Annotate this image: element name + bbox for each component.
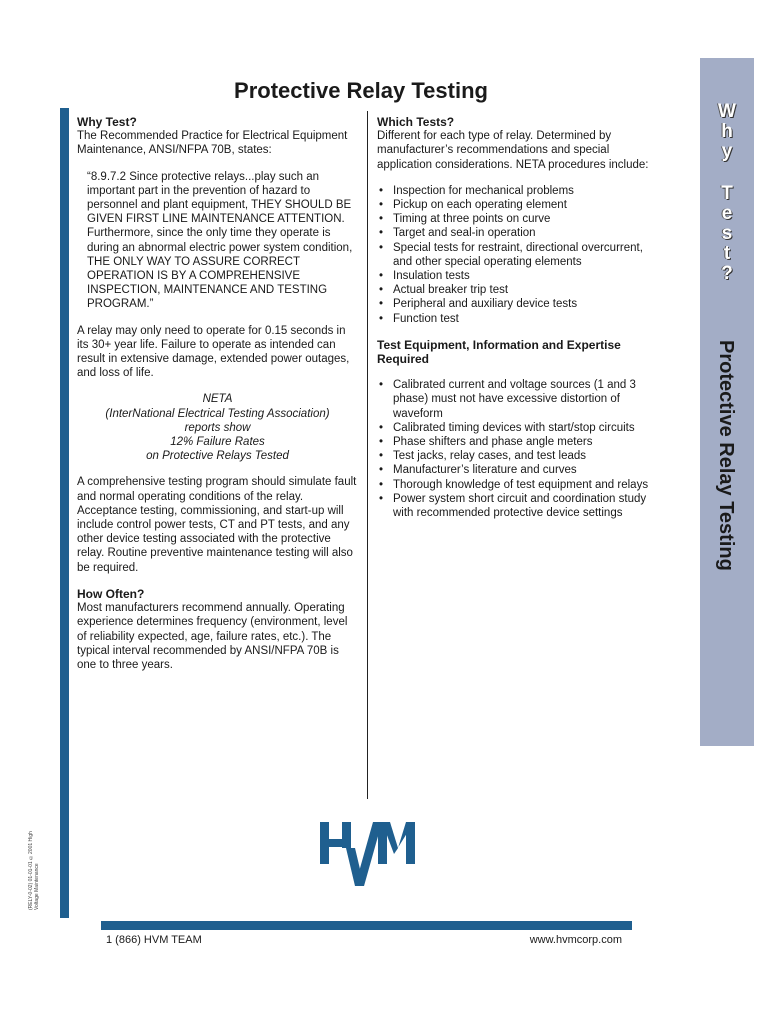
program-paragraph: A comprehensive testing program should simulate fault and normal operating conditions of the relay. Acceptance testing, commissioning, and start-up will include control power tests, CT and PT tests, and any other device testing associated with the protective relay. Routine preventive maintenance testing will also be required. — [77, 476, 357, 574]
equipment-heading: Test Equipment, Information and Expertise Required — [377, 337, 621, 367]
tests-list — [377, 184, 659, 326]
side-char: W — [718, 101, 736, 122]
side-char: t — [723, 243, 731, 264]
list-item: • Thorough knowledge of test equipment and relays — [377, 478, 659, 492]
neta-callout — [77, 392, 358, 463]
list-item: • Target and seal-in operation — [377, 226, 659, 240]
left-accent-bar — [60, 108, 69, 918]
footer-phone: 1 (866) HVM TEAM — [106, 934, 202, 946]
copyright-note: (RELY-0-02) 01-01-01 ©2001 High Voltage Maintenance — [28, 831, 40, 910]
side-vertical-title: Protective Relay Testing — [715, 340, 737, 571]
list-item: • Calibrated current and voltage sources (1 and 3 phase) must not have excessive distortion of waveform — [377, 378, 659, 421]
list-item: • Special tests for restraint, directional overcurrent, and other special operating elements — [377, 241, 659, 269]
neta-line-1: NETA — [202, 393, 233, 406]
side-char: h — [721, 121, 733, 142]
which-heading: Which Tests? — [377, 115, 455, 129]
side-char: T — [721, 183, 733, 204]
list-item: • Peripheral and auxiliary device tests — [377, 297, 659, 311]
list-item: • Calibrated timing devices with start/stop circuits — [377, 421, 659, 435]
list-item: • Timing at three points on curve — [377, 212, 659, 226]
footer-bar — [101, 921, 632, 930]
how-heading: How Often? — [77, 586, 145, 601]
side-char: e — [721, 203, 733, 224]
list-item: • Actual breaker trip test — [377, 283, 659, 297]
side-char: ? — [721, 263, 733, 284]
nfpa-quote: “8.9.7.2 Since protective relays...play such an important part in the prevention of hazard to personnel and plant equipment, THEY SHOULD BE GIVEN FIRST LINE MAINTENANCE ATTENTION. Furthermore, since the only time they operate is during an abnormal electric power system condition, THE ONLY WAY TO ASSURE CORRECT OPERATION IS BY A COMPREHENSIVE INSPECTION, MAINTENANCE AND TESTING PROGRAM.” — [87, 170, 353, 311]
failure-paragraph: A relay may only need to operate for 0.15 seconds in its 30+ year life. Failure to operate as intended can result in extensive damage, extended power outages, and loss of life. — [77, 324, 350, 380]
list-item: • Pickup on each operating element — [377, 198, 659, 212]
how-text: Most manufacturers recommend annually. Operating experience determines frequency (environment, level of reliability expected, age, failure rates, etc.). The typical interval recommended by ANSI/NFPA 70B is one to three years. — [77, 602, 348, 671]
list-item: • Inspection for mechanical problems — [377, 184, 659, 198]
page-title: Protective Relay Testing — [234, 78, 488, 103]
side-stacked-title — [714, 102, 740, 284]
right-column — [377, 115, 659, 520]
neta-line-4: 12% Failure Rates — [170, 436, 265, 449]
side-char: y — [721, 141, 733, 162]
equipment-list — [377, 378, 659, 520]
neta-line-2: (InterNational Electrical Testing Association) — [105, 407, 330, 420]
left-column — [77, 115, 358, 672]
which-intro: Different for each type of relay. Determined by manufacturer’s recommendations and special application considerations. NETA procedures include: — [377, 130, 649, 171]
hvm-logo — [318, 820, 418, 890]
list-item: • Manufacturer’s literature and curves — [377, 463, 659, 477]
why-intro: The Recommended Practice for Electrical Equipment Maintenance, ANSI/NFPA 70B, states: — [77, 130, 348, 157]
neta-line-5: on Protective Relays Tested — [146, 450, 289, 463]
list-item: • Function test — [377, 312, 659, 326]
why-heading: Why Test? — [77, 115, 137, 129]
neta-line-3: reports show — [184, 421, 251, 434]
footer-website[interactable]: www.hvmcorp.com — [529, 934, 622, 946]
list-item: • Power system short circuit and coordination study with recommended protective device settings — [377, 492, 659, 520]
list-item: • Insulation tests — [377, 269, 659, 283]
column-divider — [367, 111, 368, 799]
side-char: s — [721, 223, 733, 244]
list-item: • Test jacks, relay cases, and test leads — [377, 449, 659, 463]
list-item: • Phase shifters and phase angle meters — [377, 435, 659, 449]
